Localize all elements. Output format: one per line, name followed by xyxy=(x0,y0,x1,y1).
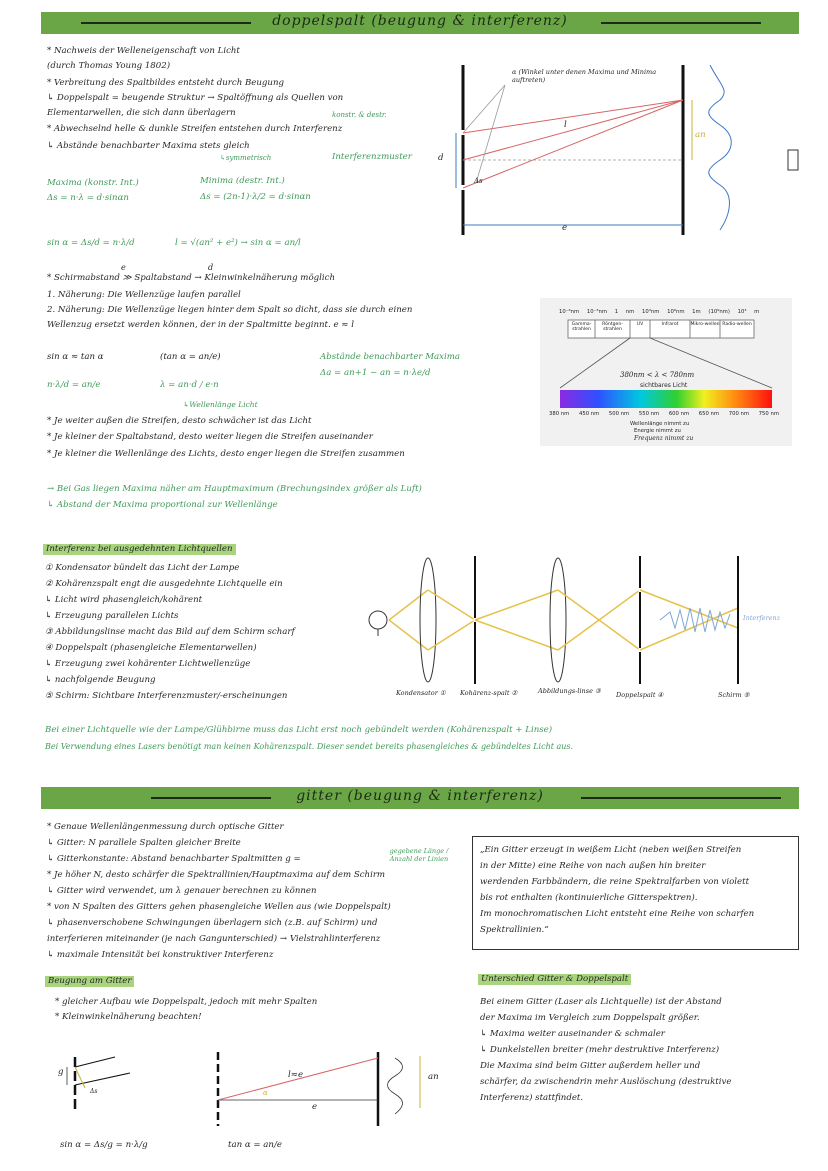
spectrum-range-note: 380nm < λ < 780nm xyxy=(620,371,695,379)
note-line: * von N Spalten des Gitters gehen phasengleiche Wellen aus (wie Doppelspalt) xyxy=(47,902,391,912)
delta-a: Δa = an+1 − an = n·λe/d xyxy=(320,368,431,378)
bullet: * Je kleiner der Spaltabstand, desto weiter liegen die Streifen auseinander xyxy=(47,432,373,442)
diagram-ds: Δs xyxy=(474,177,483,185)
list-item: ③ Abbildungslinse macht das Bild auf dem Schirm scharf xyxy=(45,627,295,637)
list-item: ↳ Erzeugung zwei kohärenter Lichtwellenzüge xyxy=(45,659,251,669)
diagram-d: d xyxy=(438,153,444,163)
note-line: ↳ Gitter: N parallele Spalten gleicher Breite xyxy=(47,838,241,848)
spectrum-arrow: Frequenz nimmt zu xyxy=(634,435,694,442)
unterschied-line: Die Maxima sind beim Gitter außerdem heller und xyxy=(480,1061,701,1071)
note-interferenzmuster: Interferenzmuster xyxy=(332,152,412,162)
e-mark: e xyxy=(121,263,126,272)
unterschied-title: Unterschied Gitter & Doppelspalt xyxy=(478,974,631,985)
note-line: interferieren miteinander (je nach Gangunterschied) → Vielstrahlinterferenz xyxy=(47,934,381,944)
unterschied-line: Interferenz) stattfindet. xyxy=(480,1093,584,1103)
bench-label-kondensator: Kondensator ① xyxy=(396,689,446,697)
tan-formula: (tan α = an/e) xyxy=(160,352,221,362)
beugung-note: * Kleinwinkelnäherung beachten! xyxy=(55,1012,202,1022)
formula-l: l = √(an² + e²) → sin α = an/l xyxy=(175,238,301,248)
spectrum-top-label: 10⁶nm xyxy=(667,309,685,315)
diagram-l: l xyxy=(564,120,567,130)
list-item: ② Kohärenzspalt engt die ausgedehnte Lichtquelle ein xyxy=(45,579,283,589)
spectrum-ticks xyxy=(549,411,779,417)
note-line: ↳ phasenverschobene Schwingungen überlagern sich (z.B. auf Schirm) und xyxy=(47,918,378,928)
spectrum-visible-label: sichtbares Licht xyxy=(640,382,688,389)
section-title: doppelspalt (beugung & interferenz) xyxy=(272,13,568,29)
spectrum-band: Röntgen-strahlen xyxy=(602,322,623,332)
lambda-formula: λ = an·d / e·n xyxy=(160,380,219,390)
minima-formula: Δs = (2n-1)·λ/2 = d·sinαn xyxy=(200,192,311,202)
beugung-note: * gleicher Aufbau wie Doppelspalt, jedoch mit mehr Spalten xyxy=(55,997,318,1007)
unterschied-line: schärfer, da zwischendrin mehr Auslöschung (destruktive xyxy=(480,1077,732,1087)
spectrum-tick: 650 nm xyxy=(698,411,720,417)
note-line: * Verbreitung des Spaltbildes entsteht durch Beugung xyxy=(47,78,284,88)
grating-g: g xyxy=(58,1067,64,1077)
note-line: ↳ maximale Intensität bei konstruktiver Interferenz xyxy=(47,950,274,960)
quote-line: werdenden Farbbändern, die reine Spektralfarben von violett xyxy=(480,877,750,887)
list-item: ↳ Licht wird phasengleich/kohärent xyxy=(45,595,203,605)
spectrum-band: Gamma-strahlen xyxy=(571,322,592,332)
formula-tan-gitter: tan α = an/e xyxy=(228,1140,282,1150)
section2-title: Interferenz bei ausgedehnten Lichtquellen xyxy=(43,544,236,555)
optical-bench-diagram xyxy=(360,548,800,688)
bench-label-kohaerenzspalt: Kohärenz-spalt ② xyxy=(460,689,518,697)
spectrum-tick: 550 nm xyxy=(638,411,660,417)
diagram-an: an xyxy=(695,130,706,140)
quote-line: Im monochromatischen Licht entsteht eine Reihe von scharfen xyxy=(480,909,755,919)
grating-an: an xyxy=(428,1072,439,1082)
note-line: ↳ Doppelspalt = beugende Struktur → Spaltöffnung als Quellen von xyxy=(47,93,344,103)
diagram-e: e xyxy=(562,223,568,233)
approx-line: * Schirmabstand ≫ Spaltabstand → Kleinwinkelnäherung möglich xyxy=(47,273,335,283)
spectrum-tick: 600 nm xyxy=(668,411,690,417)
spectrum-tick: 500 nm xyxy=(608,411,630,417)
unterschied-line: ↳ Dunkelstellen breiter (mehr destruktive Interferenz) xyxy=(480,1045,720,1055)
note-line: Elementarwellen, die sich dann überlagern xyxy=(47,108,236,118)
formula-sin-gitter: sin α = Δs/g = n·λ/g xyxy=(60,1140,148,1150)
quote-line: „Ein Gitter erzeugt in weißem Licht (neben weißen Streifen xyxy=(480,845,742,855)
d-mark: d xyxy=(208,263,214,272)
spectrum-band: UV xyxy=(636,322,644,327)
list-item: ↳ Erzeugung parallelen Lichts xyxy=(45,611,179,621)
spectrum-bands xyxy=(568,322,754,332)
approx-line: Wellenzug ersetzt werden können, der in der Spaltmitte beginnt. e ≈ l xyxy=(47,320,354,330)
unterschied-line: der Maxima im Vergleich zum Doppelspalt größer. xyxy=(480,1013,700,1023)
section2-note: Bei Verwendung eines Lasers benötigt man keinen Kohärenzspalt. Dieser sendet bereits phasengleiches & gebündeltes Licht aus. xyxy=(45,742,574,751)
spectrum-tick: 380 nm xyxy=(549,411,570,417)
note-line: * Abwechselnd helle & dunkle Streifen entstehen durch Interferenz xyxy=(47,124,343,134)
spectrum-top-label: 10⁻³nm xyxy=(586,309,608,315)
approx-line: 1. Näherung: Die Wellenzüge laufen parallel xyxy=(47,290,241,300)
wavelength-note: ↳Wellenlänge Licht xyxy=(183,400,258,409)
minima-label: Minima (destr. Int.) xyxy=(200,176,285,186)
note-line: * Nachweis der Welleneigenschaft von Licht xyxy=(47,46,240,56)
gas-note: ↳ Abstand der Maxima proportional zur Wellenlänge xyxy=(47,500,278,510)
spectrum-top-label: 10⁻⁶nm xyxy=(559,309,580,315)
bench-label-doppelspalt: Doppelspalt ④ xyxy=(616,691,664,699)
abstaende-label: Abstände benachbarter Maxima xyxy=(320,352,461,362)
interferenz-label: Interferenz xyxy=(743,614,781,622)
alpha-note: α (Winkel unter denen Maxima und Minima auftreten) xyxy=(512,68,657,84)
formula-sin: sin α = Δs/d = n·λ/d xyxy=(47,238,135,248)
spectrum-top-label: 1m (10⁹nm) xyxy=(692,309,730,315)
spectrum-arrow: Wellenlänge nimmt zu xyxy=(630,421,690,427)
note-symm: ↳symmetrisch xyxy=(220,154,272,162)
spectrum-band: Radio-wellen xyxy=(722,322,752,327)
approx-line: 2. Näherung: Die Wellenzüge liegen hinter dem Spalt so dicht, dass sie durch einen xyxy=(47,305,413,315)
grating-large-diagram xyxy=(210,1048,460,1128)
spectrum-top-label: 1 nm xyxy=(614,309,635,315)
quote-line: bis rot enthalten (kontinuierliche Gitterspektren). xyxy=(480,893,698,903)
beugung-title: Beugung am Gitter xyxy=(45,976,134,987)
grating-e: e xyxy=(312,1102,318,1112)
bullet: * Je weiter außen die Streifen, desto schwächer ist das Licht xyxy=(47,416,312,426)
list-item: ↳ nachfolgende Beugung xyxy=(45,675,156,685)
spectrum-tick: 450 nm xyxy=(578,411,600,417)
maxima-formula: Δs = n·λ = d·sinαn xyxy=(47,193,129,203)
quote-line: Spektrallinien.“ xyxy=(480,925,549,935)
unterschied-line: Bei einem Gitter (Laser als Lichtquelle) ist der Abstand xyxy=(480,997,722,1007)
spectrum-tick: 750 nm xyxy=(758,411,779,417)
spectrum-top-labels xyxy=(559,307,759,318)
g-fraction: gegebene Länge / Anzahl der Linien xyxy=(389,847,449,863)
grating-lae: l≈e xyxy=(288,1070,304,1080)
quote-line: in der Mitte) eine Reihe von nach außen hin breiter xyxy=(480,861,706,871)
grating-ds: Δs xyxy=(90,1088,98,1095)
list-item: ① Kondensator bündelt das Licht der Lampe xyxy=(45,563,240,573)
bench-label-linse: Abbildungs-linse ③ xyxy=(538,687,601,695)
spectrum-arrow: Energie nimmt zu xyxy=(634,428,681,434)
note-line: ↳ Abstände benachbarter Maxima stets gleich xyxy=(47,141,250,151)
spectrum-tick: 700 nm xyxy=(728,411,750,417)
section-banner-doppelspalt xyxy=(41,12,799,34)
section2-note: Bei einer Lichtquelle wie der Lampe/Glühbirne muss das Licht erst noch gebündelt werden (Kohärenzspalt + Linse) xyxy=(45,725,553,735)
maxima-label: Maxima (konstr. Int.) xyxy=(47,178,139,188)
bullet: * Je kleiner die Wellenlänge des Lichts, desto enger liegen die Streifen zusammen xyxy=(47,449,405,459)
note-line: * Genaue Wellenlängenmessung durch optische Gitter xyxy=(47,822,284,832)
spectrum-band: Mikro-wellen xyxy=(690,322,720,327)
grating-alpha: α xyxy=(263,1089,268,1097)
note-konstr: konstr. & destr. xyxy=(332,111,387,119)
grating-small-diagram xyxy=(55,1055,165,1115)
note-line: * Je höher N, desto schärfer die Spektrallinien/Hauptmaxima auf dem Schirm xyxy=(47,870,386,880)
spectrum-top-label: 10³nm xyxy=(642,309,660,315)
list-item: ⑤ Schirm: Sichtbare Interferenzmuster/-erscheinungen xyxy=(45,691,288,701)
bench-label-schirm: Schirm ⑤ xyxy=(718,691,750,699)
gas-note: → Bei Gas liegen Maxima näher am Hauptmaximum (Brechungsindex größer als Luft) xyxy=(47,484,422,494)
ratio-formula: n·λ/d = an/e xyxy=(47,380,101,390)
note-line: (durch Thomas Young 1802) xyxy=(47,61,171,71)
section-title: gitter (beugung & interferenz) xyxy=(296,788,544,804)
spectrum-top-label: 10³ m xyxy=(737,309,760,315)
note-line: ↳ Gitterkonstante: Abstand benachbarter Spaltmitten g = xyxy=(47,854,301,864)
spectrum-band: Infrarot xyxy=(661,322,679,327)
note-line: ↳ Gitter wird verwendet, um λ genauer berechnen zu können xyxy=(47,886,317,896)
sin-tan: sin α ≈ tan α xyxy=(47,352,104,362)
section-banner-gitter xyxy=(41,787,799,809)
unterschied-line: ↳ Maxima weiter auseinander & schmaler xyxy=(480,1029,665,1039)
list-item: ④ Doppelspalt (phasengleiche Elementarwellen) xyxy=(45,643,257,653)
